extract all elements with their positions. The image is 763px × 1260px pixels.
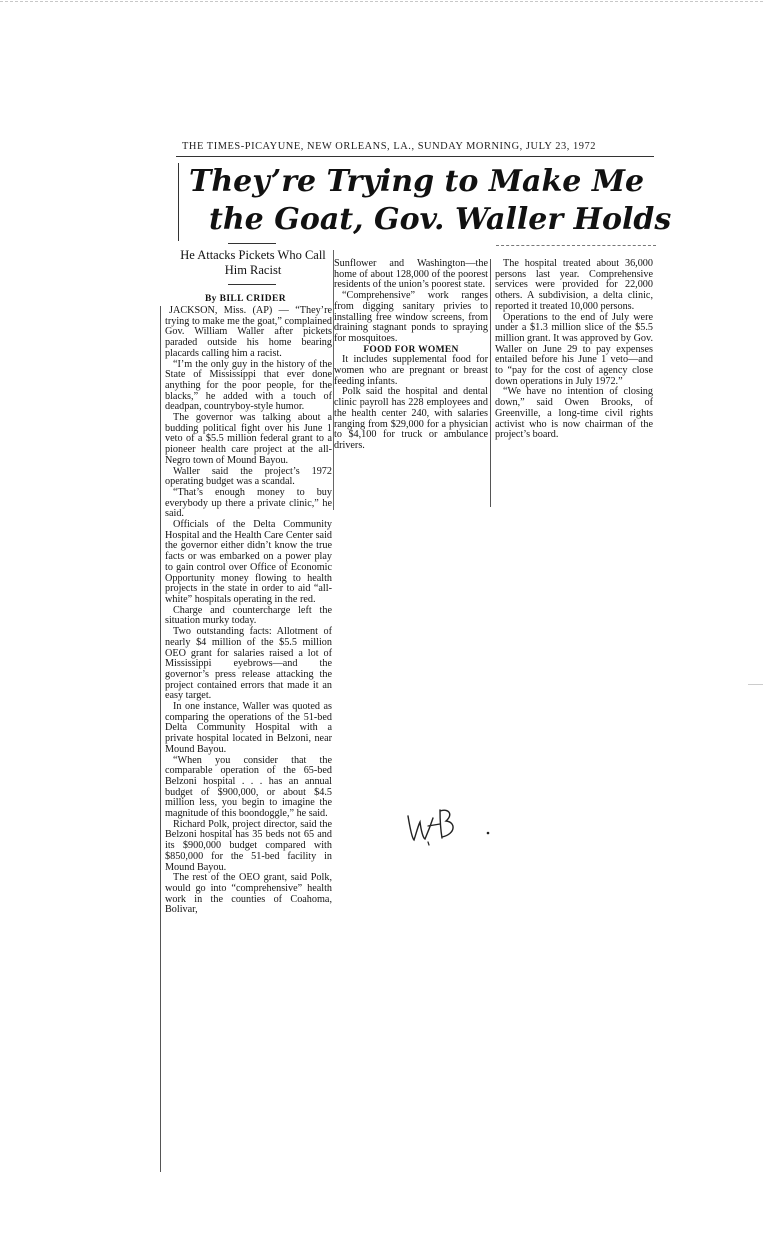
deck-rule-top	[228, 243, 276, 244]
headline-underline	[496, 245, 656, 246]
paragraph: Officials of the Delta Community Hospital and the Health Care Center said the governor either didn’t know the true facts or was embarked on a power play to gain control over Office of Economic Opportunity money flowing to health projects in the state in order to aid “all-white” hospitals operating in the red.	[165, 519, 332, 605]
paragraph: JACKSON, Miss. (AP) — “They’re trying to make me the goat,” complained Gov. William Waller after pickets paraded outside his home bearing placards calling him a racist.	[165, 305, 332, 359]
subhead-food-for-women: FOOD FOR WOMEN	[363, 344, 459, 355]
scan-edge	[0, 1, 763, 2]
paragraph: “That’s enough money to buy everybody up there a private clinic,” he said.	[165, 486, 332, 520]
paragraph: Sunflower and Washington—the home of about 128,000 of the poorest residents of the union’s poorest state.	[334, 258, 488, 291]
paragraph: Charge and countercharge left the situation murky today.	[165, 604, 332, 627]
handwritten-initials-drawing	[404, 804, 494, 850]
masthead: THE TIMES-PICAYUNE, NEW ORLEANS, LA., SUNDAY MORNING, JULY 23, 1972	[182, 141, 597, 152]
paragraph: The governor was talking about a budding political fight over his June 1 veto of a $5.5 million federal grant to a pioneer health care project at the all-Negro town of Mound Bayou.	[165, 412, 332, 466]
paragraph: Two outstanding facts: Allotment of nearly $4 million of the $5.5 million OEO grant for salaries raised a lot of Mississippi eyebrows—and the governor’s press release attacking the project contained errors that made it an easy target.	[165, 626, 332, 702]
paragraph: “We have no intention of closing down,” said Owen Brooks, of Greenville, a long-time civil rights activist who is now chairman of the project’s board.	[495, 386, 653, 441]
paragraph: Operations to the end of July were under a $1.3 million slice of the $5.5 million grant. It was approved by Gov. Waller on June 29 to pay expenses entailed before his June 1 veto—and to “pay for the cost of agency close down operations in July 1972.”	[495, 311, 653, 387]
headline-box	[178, 163, 672, 241]
deck: He Attacks Pickets Who Call Him Racist	[180, 248, 326, 277]
byline: By BILL CRIDER	[204, 294, 287, 304]
deck-rule-bottom	[228, 284, 276, 285]
paragraph: Waller said the project’s 1972 operating budget was a scandal.	[165, 465, 332, 488]
column-3	[490, 259, 653, 507]
paragraph: In one instance, Waller was quoted as comparing the operations of the 51-bed Delta Community Hospital with a private hospital located in Belzoni, near Mound Bayou.	[165, 701, 332, 755]
column-2	[334, 259, 488, 452]
paragraph: The rest of the OEO grant, said Polk, would go into “comprehensive” health work in the counties of Coahoma, Bolivar,	[165, 872, 332, 916]
paragraph: “When you consider that the comparable operation of the 65-bed Belzoni hospital . . . has an annual budget of $900,000, or about $4.5 million less, you begin to imagine the magnitude of this boondoggle,” he said.	[165, 754, 332, 820]
handwritten-initials	[404, 804, 494, 850]
paragraph: Richard Polk, project director, said the Belzoni hospital has 35 beds not 65 and its $900,000 budget compared with $850,000 for the 51-bed facility in Mound Bayou.	[165, 818, 332, 873]
headline-line-1: They’re Trying to Make Me	[189, 164, 645, 199]
headline	[187, 163, 672, 239]
paragraph: It includes supplemental food for women who are pregnant or breast feeding infants.	[334, 354, 488, 387]
scan-mark	[748, 684, 763, 685]
paragraph: Polk said the hospital and dental clinic payroll has 228 employees and the health center 240, with salaries ranging from $29,000 for a physician to $4,100 for truck or ambulance drivers.	[334, 386, 488, 451]
paragraph: “I’m the only guy in the history of the State of Mississippi that ever done anything for the poor people, for the blacks,” he added with a touch of deadpan, countryboy-style humor.	[165, 358, 332, 413]
headline-line-2: the Goat, Gov. Waller Holds	[209, 202, 672, 237]
column-1	[160, 306, 332, 1172]
masthead-rule	[176, 156, 654, 157]
paragraph: The hospital treated about 36,000 persons last year. Comprehensive services were provided for 22,000 others. A subdivision, a delta clinic, reported it treated 10,000 persons.	[495, 258, 653, 312]
paragraph: “Comprehensive” work ranges from digging sanitary privies to installing free window screens, from draining stagnant ponds to spraying for mosquitoes.	[334, 290, 488, 344]
